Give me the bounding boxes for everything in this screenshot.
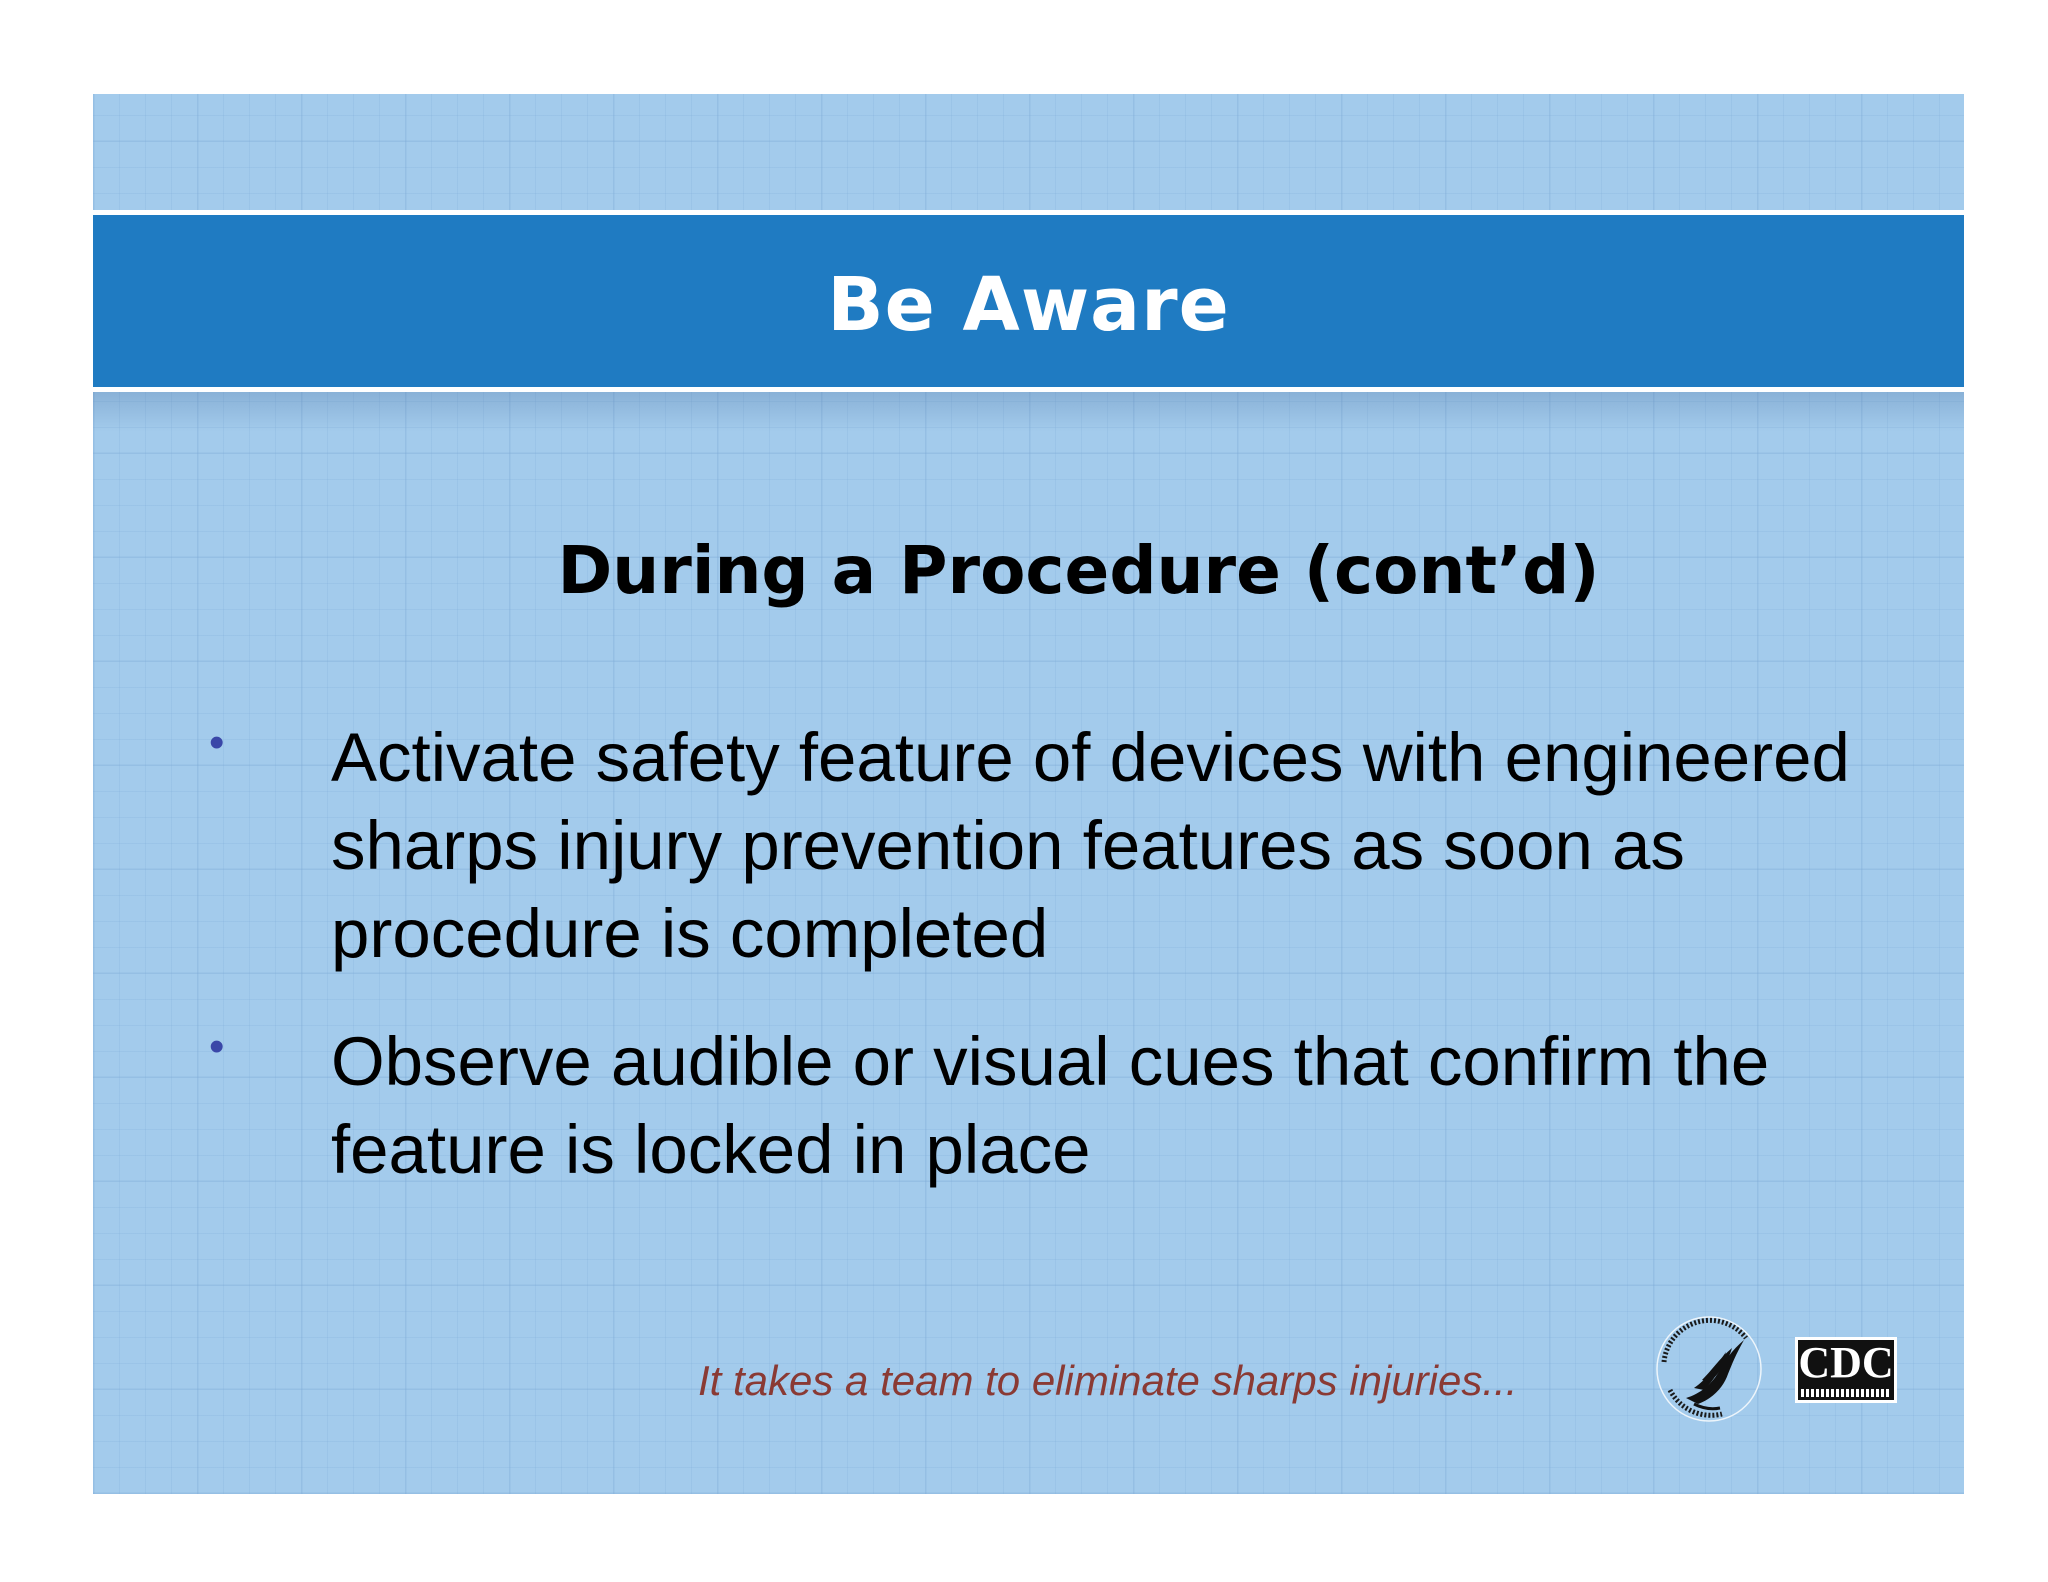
bullet-item	[93, 714, 1964, 978]
bullet-text: Activate safety feature of devices with engineered sharps injury prevention features as soon as procedure is completed	[331, 719, 1850, 972]
title-band-shadow	[93, 392, 1964, 432]
cdc-logo-wordmark: CDC	[1798, 1338, 1894, 1387]
title-band	[93, 210, 1964, 392]
bullet-marker: •	[209, 718, 225, 767]
cdc-logo-tagline-strip	[1801, 1389, 1891, 1397]
bullet-item	[93, 1018, 1964, 1194]
slide-subtitle: During a Procedure (cont’d)	[557, 532, 1600, 609]
tagline: It takes a team to eliminate sharps injuries...	[698, 1357, 1518, 1404]
bullet-list	[93, 714, 1964, 1234]
hhs-seal-logo	[1650, 1310, 1768, 1428]
cdc-logo	[1795, 1337, 1897, 1403]
bullet-text: Observe audible or visual cues that confirm the feature is locked in place	[331, 1023, 1770, 1188]
slide-title: Be Aware	[827, 262, 1230, 348]
slide	[93, 94, 1964, 1494]
bullet-marker: •	[209, 1022, 225, 1071]
